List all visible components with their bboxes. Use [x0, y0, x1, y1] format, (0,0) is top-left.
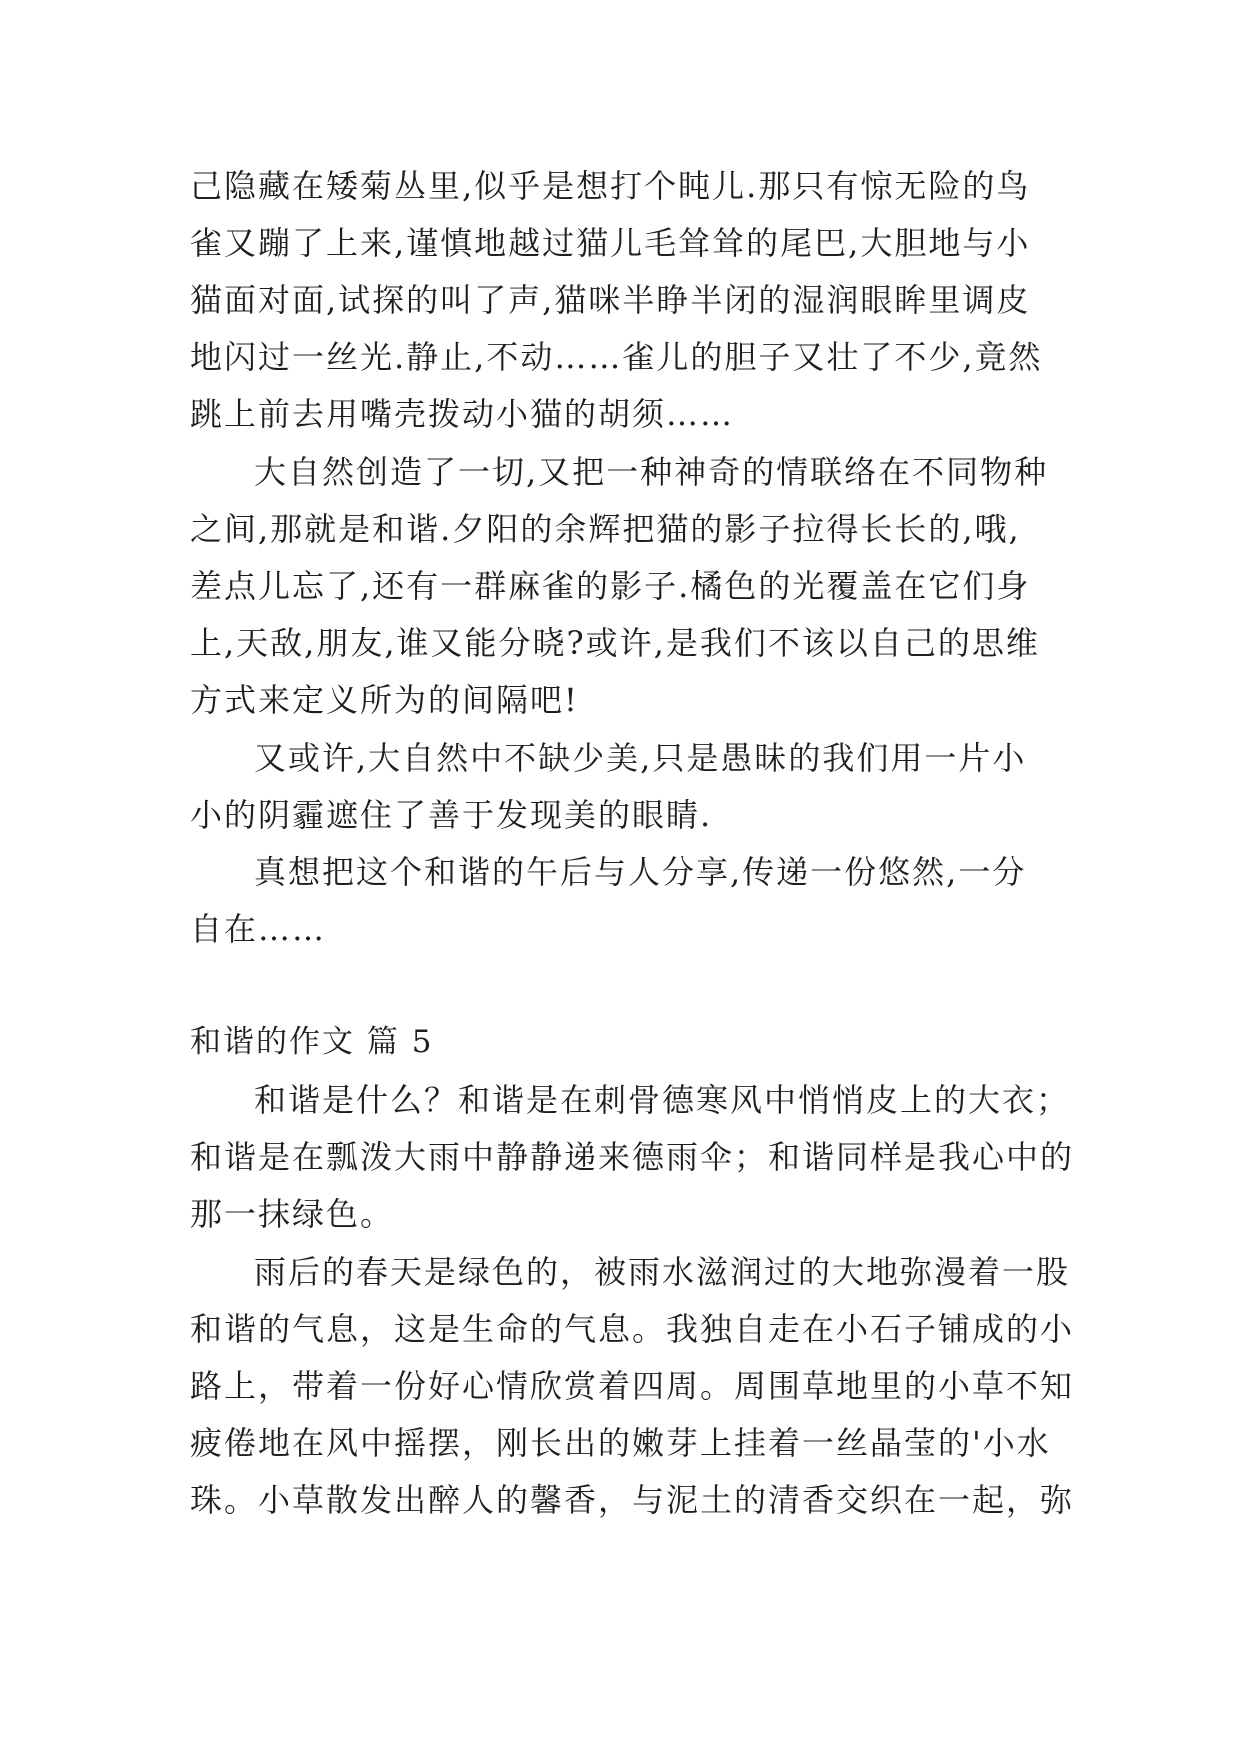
text-line: 差点儿忘了,还有一群麻雀的影子.橘色的光覆盖在它们身: [190, 567, 1031, 605]
text-line: 跳上前去用嘴壳拨动小猫的胡须……: [190, 395, 735, 433]
text-line: 上,天敌,朋友,谁又能分晓?或许,是我们不该以自己的思维: [190, 624, 1040, 662]
text-line: 己隐藏在矮菊丛里,似乎是想打个盹儿.那只有惊无险的鸟: [190, 167, 1031, 205]
text-line: 自在……: [190, 910, 327, 948]
text-line: 那一抹绿色。: [190, 1195, 395, 1233]
paragraph-first-line: 雨后的春天是绿色的，被雨水滋润过的大地弥漫着一股: [254, 1253, 1071, 1291]
paragraph-first-line: 真想把这个和谐的午后与人分享,传递一份悠然,一分: [254, 853, 1027, 891]
text-line: 小的阴霾遮住了善于发现美的眼睛.: [190, 796, 713, 834]
text-line: 猫面对面,试探的叫了声,猫咪半睁半闭的湿润眼眸里调皮: [190, 281, 1031, 319]
text-line: 疲倦地在风中摇摆，刚长出的嫩芽上挂着一丝晶莹的'小水: [190, 1424, 1051, 1462]
text-line: 方式来定义所为的间隔吧!: [190, 681, 579, 719]
section-heading: 和谐的作文 篇 5: [190, 1024, 434, 1060]
paragraph-first-line: 和谐是什么？和谐是在刺骨德寒风中悄悄皮上的大衣；: [254, 1081, 1071, 1119]
text-line: 地闪过一丝光.静止,不动……雀儿的胆子又壮了不少,竟然: [190, 338, 1043, 376]
text-line: 和谐的气息，这是生命的气息。我独自走在小石子铺成的小: [190, 1310, 1075, 1348]
paragraph-first-line: 又或许,大自然中不缺少美,只是愚昧的我们用一片小: [254, 739, 1027, 777]
text-line: 珠。小草散发出醉人的馨香，与泥土的清香交织在一起，弥: [190, 1481, 1075, 1519]
text-line: 之间,那就是和谐.夕阳的余辉把猫的影子拉得长长的,哦,: [190, 510, 1021, 548]
text-line: 和谐是在瓢泼大雨中静静递来德雨伞；和谐同样是我心中的: [190, 1138, 1075, 1176]
paragraph-first-line: 大自然创造了一切,又把一种神奇的情联络在不同物种: [254, 453, 1049, 491]
text-line: 路上，带着一份好心情欣赏着四周。周围草地里的小草不知: [190, 1367, 1075, 1405]
text-line: 雀又蹦了上来,谨慎地越过猫儿毛耸耸的尾巴,大胆地与小: [190, 224, 1031, 262]
